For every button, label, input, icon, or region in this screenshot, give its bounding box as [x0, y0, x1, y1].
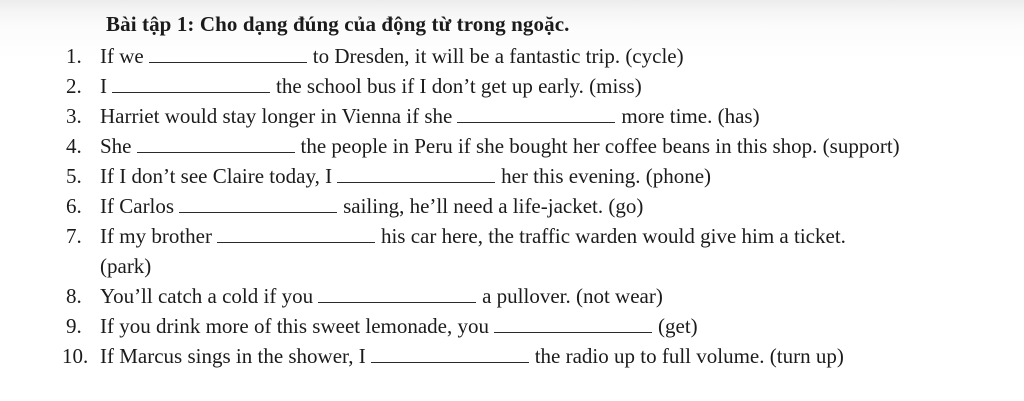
- item-text: [100, 71, 642, 101]
- item-before: Harriet would stay longer in Vienna if she: [100, 104, 453, 128]
- item-after: her this evening. (phone): [501, 164, 712, 188]
- item-before: If Marcus sings in the shower, I: [100, 344, 366, 368]
- item-before: She: [100, 134, 132, 158]
- item-number: 4.: [66, 134, 82, 158]
- answer-blank: [149, 46, 307, 63]
- item-number: 9.: [66, 314, 82, 338]
- item-before: If we: [100, 44, 144, 68]
- item-number: 3.: [66, 104, 82, 128]
- item-after: sailing, he’ll need a life-jacket. (go): [343, 194, 644, 218]
- item-continuation: (park): [100, 254, 152, 278]
- item-number: 6.: [66, 194, 82, 218]
- item-after: more time. (has): [621, 104, 760, 128]
- item-after: the people in Peru if she bought her coffee beans in this shop. (support): [300, 134, 900, 158]
- answer-blank: [217, 226, 375, 243]
- answer-blank: [371, 346, 529, 363]
- item-text: [100, 311, 698, 341]
- answer-blank: [179, 196, 337, 213]
- answer-blank: [337, 166, 495, 183]
- item-text: [100, 221, 846, 251]
- item-text: [100, 101, 760, 131]
- exercise-title: Bài tập 1: Cho dạng đúng của động từ trong ngoặc.: [106, 12, 570, 36]
- item-before: If you drink more of this sweet lemonade, you: [100, 314, 489, 338]
- item-before: If my brother: [100, 224, 212, 248]
- item-number: 2.: [66, 74, 82, 98]
- answer-blank: [318, 286, 476, 303]
- item-before: If I don’t see Claire today, I: [100, 164, 333, 188]
- item-number: 5.: [66, 164, 82, 188]
- item-text: [100, 281, 663, 311]
- item-text: [100, 41, 684, 71]
- item-before: If Carlos: [100, 194, 175, 218]
- item-before: You’ll catch a cold if you: [100, 284, 314, 308]
- answer-blank: [457, 106, 615, 123]
- item-after: to Dresden, it will be a fantastic trip. (cycle): [312, 44, 684, 68]
- item-after: the radio up to full volume. (turn up): [534, 344, 844, 368]
- answer-blank: [112, 76, 270, 93]
- item-after: the school bus if I don’t get up early. (miss): [276, 74, 642, 98]
- item-after: a pullover. (not wear): [482, 284, 663, 308]
- item-number: 8.: [66, 284, 82, 308]
- item-after: (get): [658, 314, 698, 338]
- answer-blank: [137, 136, 295, 153]
- answer-blank: [494, 316, 652, 333]
- item-text: [100, 191, 643, 221]
- item-text: [100, 161, 711, 191]
- item-after: his car here, the traffic warden would give him a ticket.: [380, 224, 846, 248]
- item-text: [100, 131, 900, 161]
- item-before: I: [100, 74, 107, 98]
- item-number: 10.: [62, 344, 89, 368]
- item-text: [100, 341, 844, 371]
- item-number: 1.: [66, 44, 82, 68]
- item-number: 7.: [66, 224, 82, 248]
